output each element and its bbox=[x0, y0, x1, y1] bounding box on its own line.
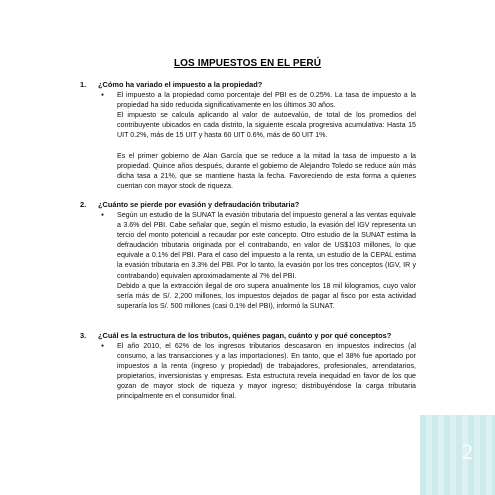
paragraph: El impuesto a la propiedad como porcentaje del PBI es de 0.25%. La tasa de impuesto a la propiedad ha sido reducida significativamente en los últimos 30 años. bbox=[117, 91, 416, 110]
page-title: LOS IMPUESTOS EN EL PERÚ bbox=[173, 58, 322, 69]
paragraph: El impuesto se calcula aplicando al valor de autoevalúo, de total de los promedios del contribuyente ubicados en cada distrito, la siguiente escala progresiva acumulativa: Hasta 15 UIT 0.2%, más de 15 UIT y hasta 60 UIT 0.6%, más de 60 UIT 1%. bbox=[117, 111, 416, 140]
paragraph: El año 2010, el 62% de los ingresos tributarios descasaron en impuestos indirectos (al consumo, a las transacciones y a las importaciones). En tanto, que el 38% fue aportado por impuestos a la renta (ingreso y propiedad) de trabajadores, profesionales, arrendatarios, propietarios, inversionistas y empresas. Esta estructura revela inequidad en favor de los que gozan de mayor stock de riqueza y mayor ingreso; distribuyéndose la carga tributaria principalmente en el consumidor final. bbox=[117, 341, 416, 401]
page-number: 2 bbox=[462, 439, 473, 464]
section-3-question: ¿Cuál es la estructura de los tributos, quiénes pagan, cuánto y por qué conceptos? bbox=[98, 330, 392, 340]
document-body bbox=[80, 80, 416, 401]
section-1 bbox=[80, 80, 416, 191]
section-3-number: 3. bbox=[80, 330, 87, 340]
corner-stripe-pattern bbox=[420, 415, 495, 495]
section-1-heading bbox=[80, 80, 416, 90]
section-1-number: 1. bbox=[80, 80, 87, 89]
section-2-bullet bbox=[98, 210, 416, 311]
section-2 bbox=[80, 200, 416, 311]
section-2-question: ¿Cuánto se pierde por evasión y defraudación tributaria? bbox=[98, 199, 300, 209]
section-3 bbox=[80, 331, 416, 402]
paragraph: Es el primer gobierno de Alan García que se reduce a la mitad la tasa de impuesto a la propiedad. Quince años después, durante el gobierno de Alejandro Toledo se reduce aún más dicha tasa a 21%, que se mantiene hasta la fecha. Favoreciendo de esta forma a quienes cuentan con mayor stock de riqueza. bbox=[117, 151, 416, 190]
section-2-number: 2. bbox=[80, 199, 87, 209]
bullet-icon: ● bbox=[101, 92, 105, 98]
section-1-question: ¿Cómo ha variado el impuesto a la propiedad? bbox=[98, 80, 263, 89]
paragraph: Debido a que la extracción ilegal de oro supera anualmente los 18 mil kilogramos, cuyo valor sería más de S/. 2,200 millones, los impuestos dejados de pagar al fisco por esta actividad superaría los S/. 500 millones (casi 0.1% del PBI), informó la SUNAT. bbox=[117, 281, 416, 310]
bullet-icon: ● bbox=[101, 211, 105, 218]
paragraph-gap bbox=[117, 140, 416, 150]
section-1-bullet bbox=[98, 90, 416, 191]
bullet-icon: ● bbox=[101, 342, 105, 349]
section-2-heading bbox=[80, 200, 416, 210]
paragraph: Según un estudio de la SUNAT la evasión tributaria del impuesto general a las ventas equivale a 3.6% del PBI. Cabe señalar que, según el mismo estudio, la evasión del IGV representa un tercio del monto potencial a recaudar por este concepto. Otro estudio de la SUNAT estima la defraudación tributaria originada por el contrabando, en valor de US$103 millones, lo que equivale a 0.1% del PBI. Para el caso del impuesto a la renta, un estudio de la CEPAL estima la evasión tributaria en 3.3% del PBI. Por lo tanto, la evasión por los tres conceptos (IGV, IR y contrabando) equivalen aproximadamente al 7% del PBI. bbox=[117, 210, 416, 280]
section-3-heading bbox=[80, 331, 416, 341]
section-3-bullet bbox=[98, 341, 416, 402]
